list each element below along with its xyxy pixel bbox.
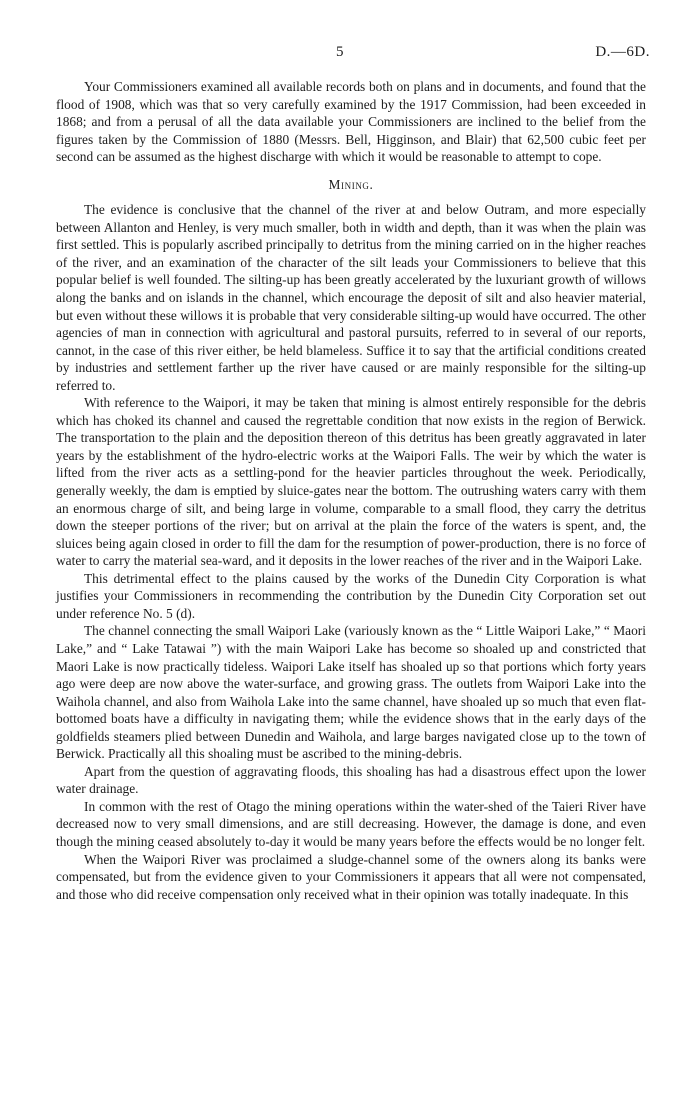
paragraph-drainage-effect: Apart from the question of aggravating floods, this shoaling has had a disastrous effect upon the lower water drainage. bbox=[56, 763, 646, 797]
paragraph-compensation: When the Waipori River was proclaimed a sludge-channel some of the owners along its banks were compensated, but from the evidence given to your Commissioners it appears that all were not compensated, and those who did receive compensation only received what in their opinion was totally inadequate. In this bbox=[56, 851, 646, 902]
document-reference: D.—6D. bbox=[595, 44, 650, 60]
paragraph-channel-silting: The evidence is conclusive that the channel of the river at and below Outram, and more especially between Allanton and Henley, is very much smaller, both in width and depth, than it was when the plain was first settled. This is popularly ascribed principally to detritus from the mining carried on in the higher reaches of the river, and an examination of the character of the silt leads your Commissioners to believe that this popular belief is well founded. The silting-up has been greatly accelerated by the luxuriant growth of willows along the banks and on islands in the channel, which encourage the deposit of silt and also heavier material, but even without these willows it is probable that very considerable silting-up would have occurred. The other agencies of man in connection with agricultural and pastoral pursuits, referred to in several of our reports, cannot, in the case of this river either, be held blameless. Suffice it to say that the artificial conditions created by industries and settlement farther up the river have caused or are mainly responsible for the silting-up referred to. bbox=[56, 202, 646, 393]
body-text bbox=[56, 78, 646, 903]
paragraph-city-corporation: This detrimental effect to the plains caused by the works of the Dunedin City Corporation is what justifies your Commissioners in recommending the contribution by the Dunedin City Corporation set out under reference No. 5 (d). bbox=[56, 570, 646, 621]
paragraph-flood-records: Your Commissioners examined all available records both on plans and in documents, and found that the flood of 1908, which was that so very carefully examined by the 1917 Commission, had been exceeded in 1868; and from a perusal of all the data available your Commissioners are inclined to the belief from the figures taken by the Commission of 1880 (Messrs. Bell, Higginson, and Blair) that 62,500 cubic feet per second can be assumed as the highest discharge with which it would be reasonable to attempt to cope. bbox=[56, 79, 646, 165]
page-header bbox=[0, 44, 700, 64]
section-heading-mining: Mining. bbox=[328, 176, 374, 192]
paragraph-lake-shoaling: The channel connecting the small Waipori Lake (variously known as the “ Little Waipori Lake,” “ Maori Lake,” and “ Lake Tatawai ”) with the main Waipori Lake has become so shoaled up and constricted that Maori Lake is now practically tideless. Waipori Lake itself has shoaled up so that portions which forty years ago were deep are now above the water-surface, and growing grass. The outlets from Waipori Lake into the Waihola channel, and also from Waihola Lake into the same channel, have shoaled up so much that even flat-bottomed boats have a difficulty in navigating them; while the evidence shows that in the early days of the goldfields steamers plied between Dunedin and Waihola, and large barges navigated close up to the town of Berwick. Practically all this shoaling must be ascribed to the mining-debris. bbox=[56, 623, 646, 762]
paragraph-mining-decline: In common with the rest of Otago the mining operations within the water-shed of the Taieri River have decreased now to very small dimensions, and are still decreasing. However, the damage is done, and even though the mining ceased absolutely to-day it would be many years before the effects would be no longer felt. bbox=[56, 798, 646, 849]
page-number: 5 bbox=[336, 44, 344, 60]
paragraph-waipori-debris: With reference to the Waipori, it may be taken that mining is almost entirely responsible for the debris which has choked its channel and caused the regrettable condition that now exists in the region of Berwick. The transportation to the plain and the deposition thereon of this detritus has been greatly aggravated in later years by the establishment of the hydro-electric works at the Waipori Falls. The weir by which the water is lifted from the river acts as a settling-pond for the heavier particles throughout the week. Periodically, generally weekly, the dam is emptied by sluice-gates near the bottom. The outrushing waters carry with them an enormous charge of silt, and being large in volume, comparable to a small flood, they carry the detritus down the steeper portions of the river; but on arrival at the plain the force of the waters is spent, and, the sluices being again closed in order to fill the dam for the resumption of power-production, there is no force of water to carry the material sea-ward, and it deposits in the lower reaches of the river and in the Waipori Lake. bbox=[56, 395, 646, 569]
